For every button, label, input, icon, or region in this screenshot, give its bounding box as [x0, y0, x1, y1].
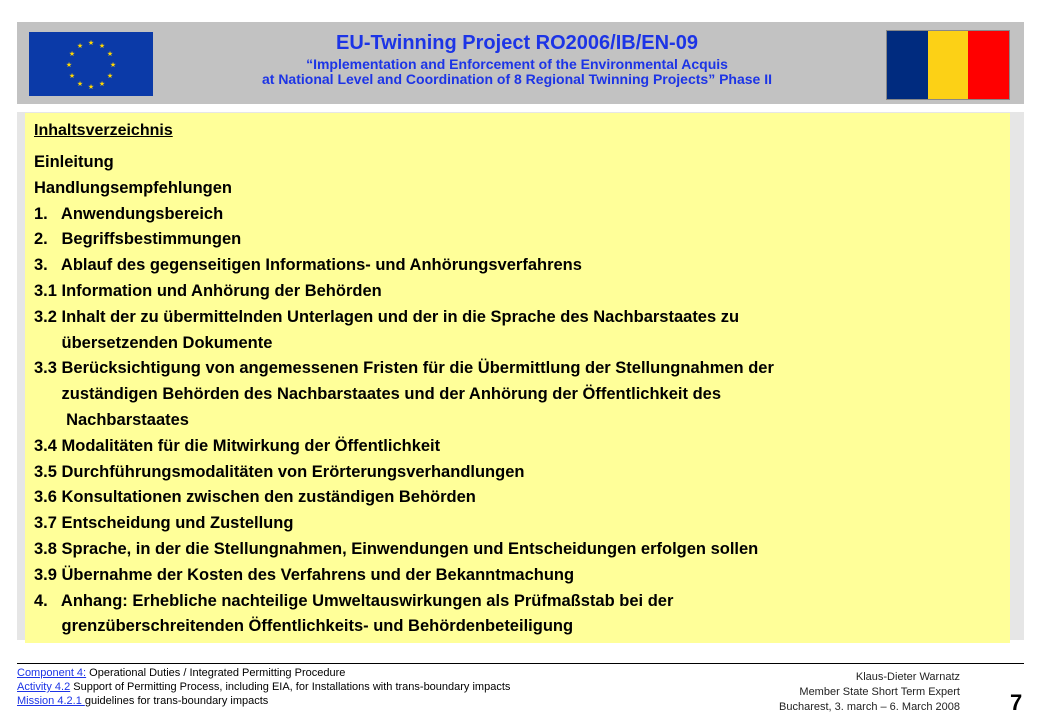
toc-note — [25, 113, 1010, 643]
svg-text:★: ★ — [106, 72, 114, 80]
toc-line: Nachbarstaates — [34, 410, 189, 429]
svg-text:★: ★ — [109, 61, 117, 69]
component-text: Operational Duties / Integrated Permitting Procedure — [86, 667, 346, 679]
footer-project-info — [17, 666, 510, 708]
expert-role: Member State Short Term Expert — [799, 686, 960, 698]
toc-list — [34, 150, 1004, 640]
svg-text:★: ★ — [65, 61, 73, 69]
project-subtitle-line2: at National Level and Coordination of 8 Regional Twinning Projects” Phase II — [261, 71, 773, 87]
toc-line: Einleitung — [34, 153, 114, 171]
footer-mission-line — [17, 694, 510, 708]
project-subtitle — [167, 57, 867, 87]
footer-expert-info — [779, 670, 960, 715]
footer-activity-line — [17, 680, 510, 694]
expert-name: Klaus-Dieter Warnatz — [855, 671, 960, 683]
romania-flag-icon — [886, 30, 1010, 100]
svg-text:★: ★ — [76, 80, 84, 88]
activity-text: Support of Permitting Process, including EIA, for Installations with trans-boundary impacts — [70, 681, 511, 693]
romania-flag-blue-stripe — [887, 31, 928, 99]
toc-line: 4. Anhang: Erhebliche nachteilige Umweltauswirkungen als Prüfmaßstab bei der — [34, 591, 674, 610]
header-banner — [17, 22, 1024, 104]
footer-component-line — [17, 666, 510, 680]
component-link[interactable]: Component 4: — [17, 667, 87, 679]
svg-text:★: ★ — [87, 83, 95, 91]
toc-line: Handlungsempfehlungen — [34, 178, 232, 197]
footer-divider — [17, 663, 1024, 664]
romania-flag-red-stripe — [968, 31, 1009, 99]
eu-flag-icon — [29, 32, 153, 96]
toc-line: übersetzenden Dokumente — [34, 333, 273, 352]
toc-line: 2. Begriffsbestimmungen — [34, 230, 242, 249]
page-number: 7 — [1010, 690, 1023, 715]
toc-line: 3.3 Berücksichtigung von angemessenen Fristen für die Übermittlung der Stellungnahmen der — [34, 359, 774, 378]
toc-line: 3.7 Entscheidung und Zustellung — [34, 514, 294, 533]
mission-text: guidelines for trans-boundary impacts — [84, 695, 269, 707]
activity-link[interactable]: Activity 4.2 — [17, 681, 71, 693]
toc-line: 3.6 Konsultationen zwischen den zuständigen Behörden — [34, 488, 476, 507]
svg-text:★: ★ — [68, 72, 76, 80]
toc-line: 3.4 Modalitäten für die Mitwirkung der Öffentlichkeit — [34, 436, 441, 455]
svg-text:★: ★ — [87, 39, 95, 47]
svg-text:★: ★ — [106, 50, 114, 58]
svg-text:★: ★ — [76, 42, 84, 50]
toc-line: 3. Ablauf des gegenseitigen Informations- und Anhörungsverfahrens — [34, 256, 582, 275]
toc-line: 3.9 Übernahme der Kosten des Verfahrens und der Bekanntmachung — [34, 565, 575, 584]
svg-text:★: ★ — [98, 42, 106, 50]
mission-link[interactable]: Mission 4.2.1 — [17, 695, 85, 707]
toc-line: zuständigen Behörden des Nachbarstaates und der Anhörung der Öffentlichkeit des — [34, 385, 721, 404]
toc-line: grenzüberschreitenden Öffentlichkeits- und Behördenbeteiligung — [34, 617, 574, 636]
svg-text:★: ★ — [68, 50, 76, 58]
location-date: Bucharest, 3. march – 6. March 2008 — [779, 701, 960, 713]
toc-line: 3.1 Information und Anhörung der Behörden — [34, 281, 382, 300]
romania-flag-yellow-stripe — [928, 31, 969, 99]
toc-heading: Inhaltsverzeichnis — [34, 122, 173, 139]
project-subtitle-line1: “Implementation and Enforcement of the Environmental Acquis — [306, 56, 728, 72]
toc-line: 3.2 Inhalt der zu übermittelnden Unterlagen und der in die Sprache des Nachbarstaates zu — [34, 307, 740, 326]
project-title: EU-Twinning Project RO2006/IB/EN-09 — [336, 32, 698, 54]
toc-line: 3.5 Durchführungsmodalitäten von Erörterungsverhandlungen — [34, 462, 525, 481]
svg-text:★: ★ — [98, 80, 106, 88]
toc-line: 1. Anwendungsbereich — [34, 204, 224, 223]
eu-stars-icon — [29, 32, 153, 96]
toc-line: 3.8 Sprache, in der die Stellungnahmen, Einwendungen und Entscheidungen erfolgen sollen — [34, 539, 759, 558]
